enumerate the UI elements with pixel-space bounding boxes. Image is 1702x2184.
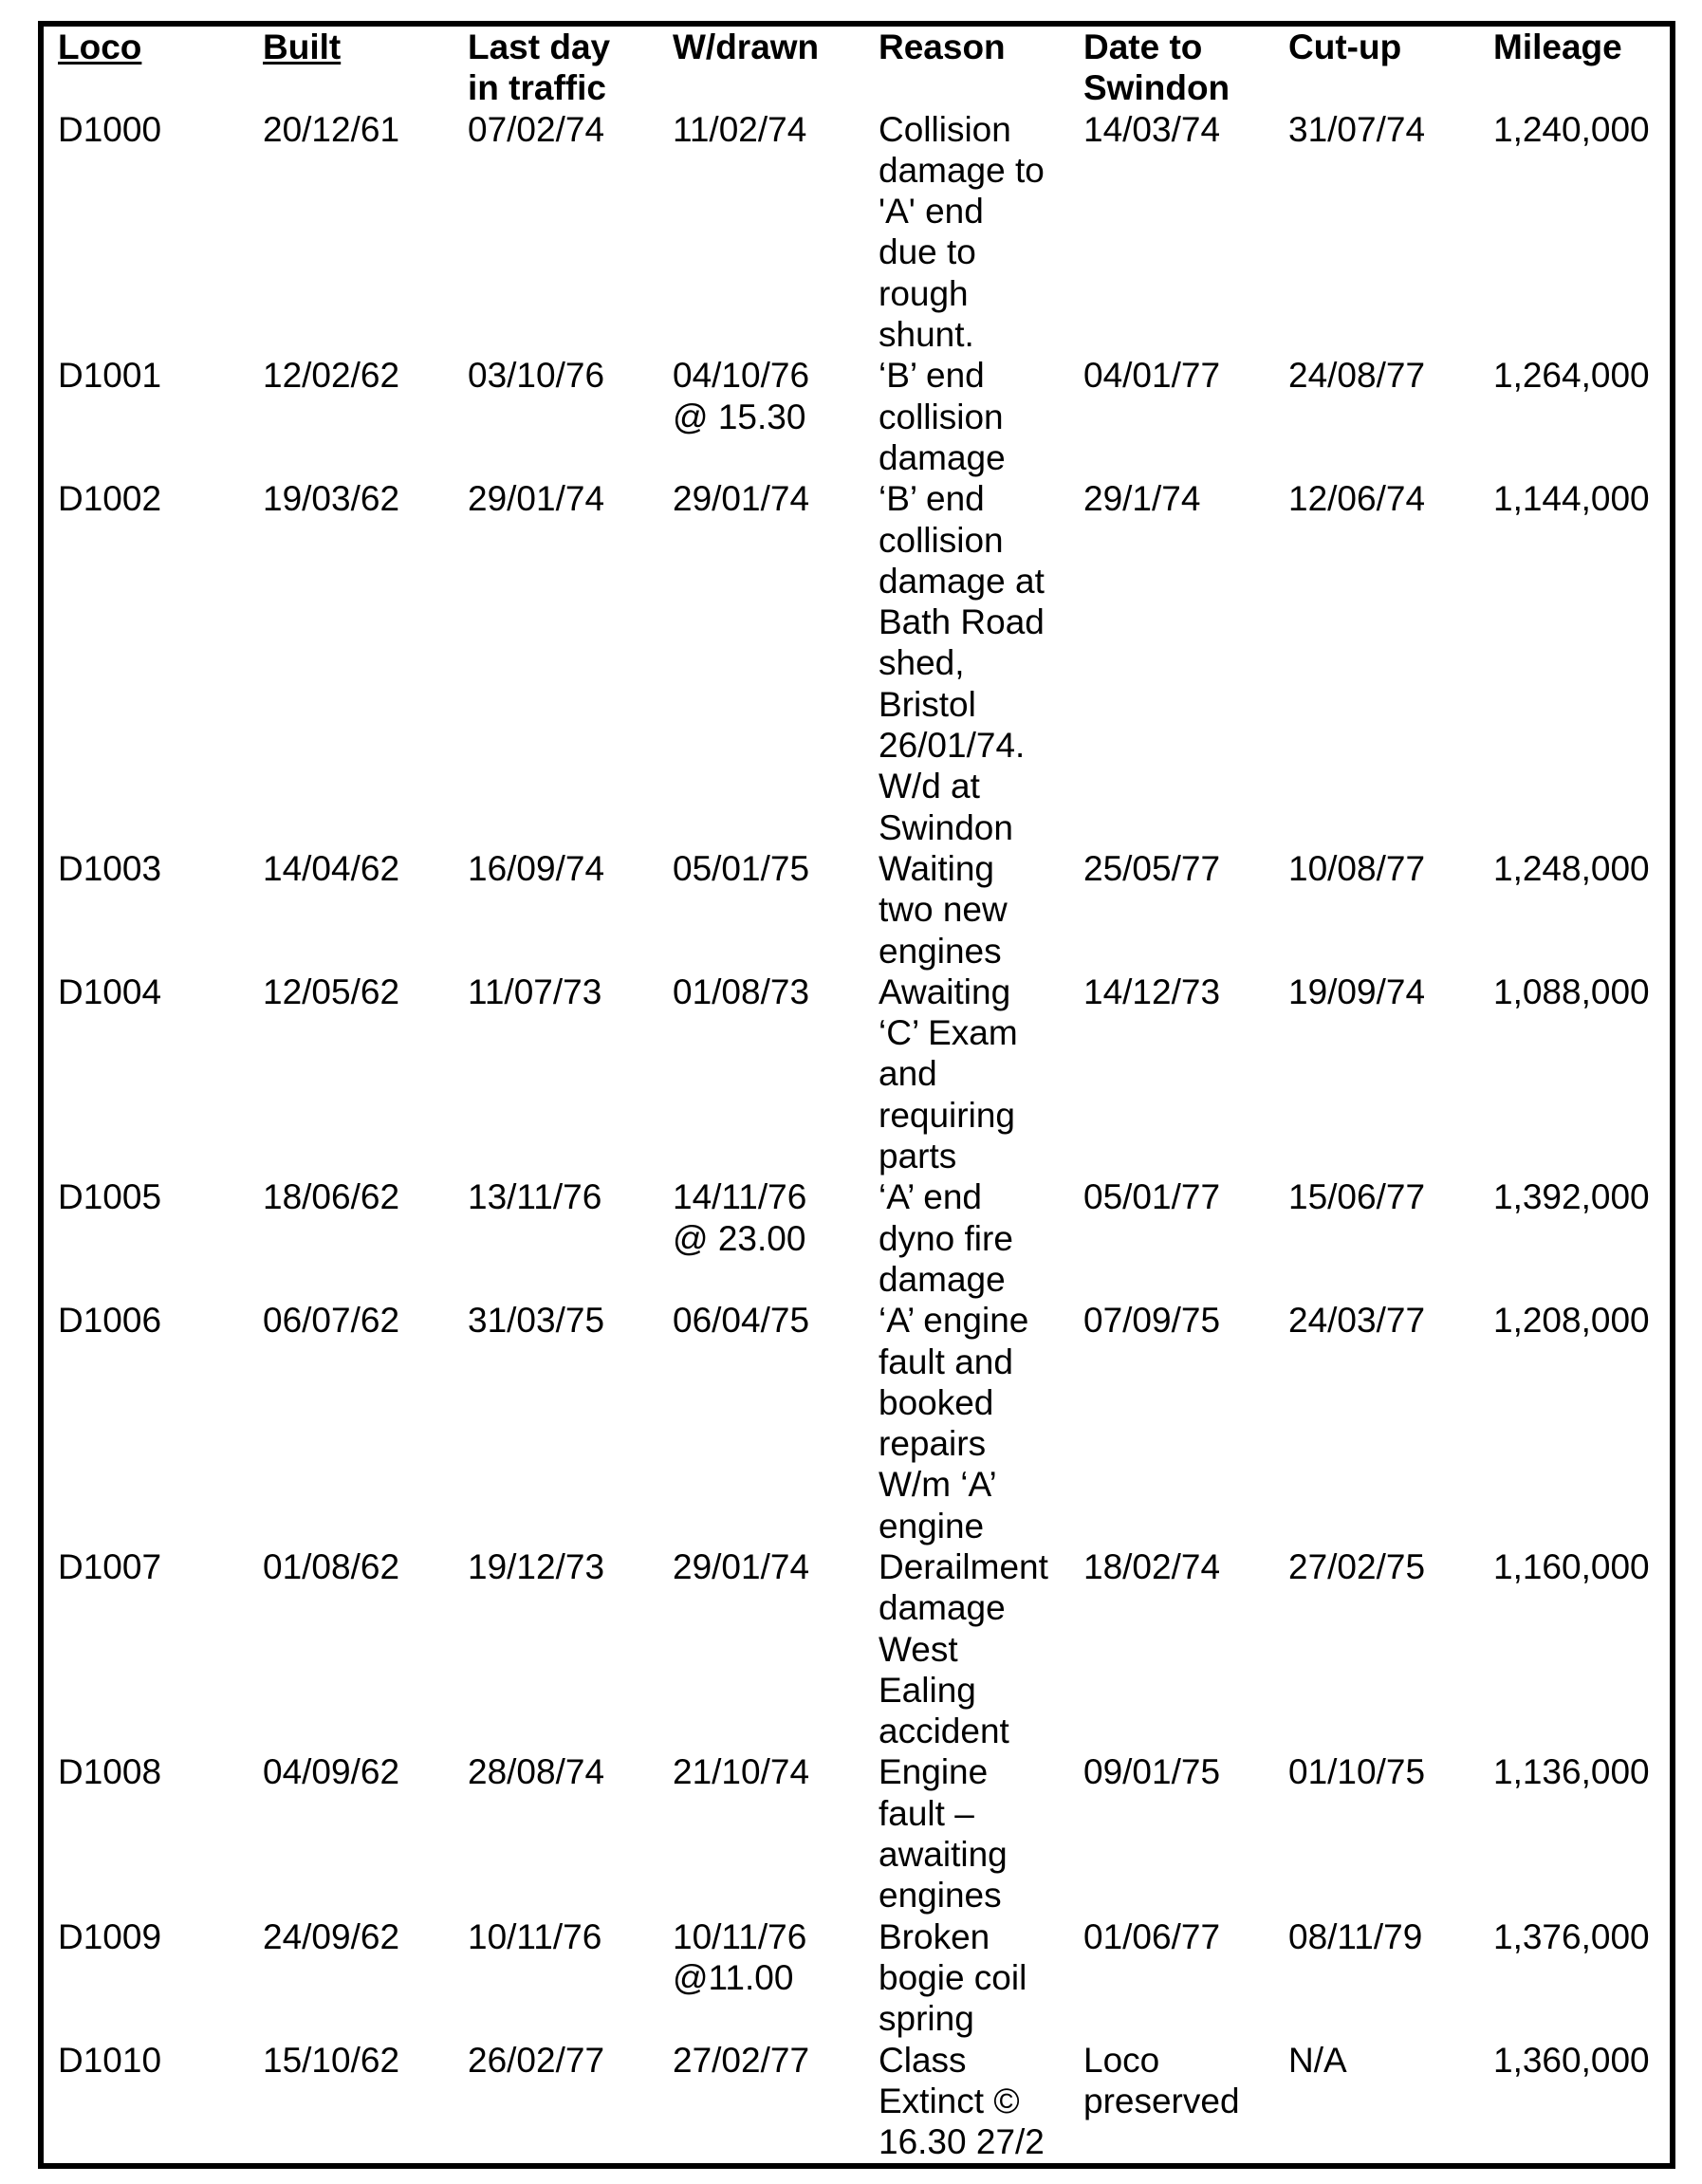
cell-reason: Derailment damage West Ealing accident [879, 1546, 1048, 1751]
cell-mileage: 1,144,000 [1493, 479, 1650, 519]
cell-loco: D1009 [58, 1916, 162, 1956]
cell-reason: ‘A’ engine fault and booked repairs W/m ‘A’ engine [879, 1301, 1029, 1545]
header-loco: Loco [58, 28, 142, 66]
cell-loco: D1006 [58, 1301, 162, 1341]
cell-date-to-swindon: 14/12/73 [1083, 972, 1221, 1011]
cell-built: 14/04/62 [263, 848, 400, 888]
cell-reason: ‘B’ end collision damage [879, 356, 1006, 477]
cell-withdrawn: 05/01/75 [673, 848, 810, 888]
cell-withdrawn: 21/10/74 [673, 1752, 810, 1792]
cell-loco: D1000 [58, 109, 162, 149]
table-row [52, 1916, 1665, 2040]
cell-last-day: 28/08/74 [468, 1752, 605, 1792]
cell-last-day: 29/01/74 [468, 479, 605, 519]
cell-date-to-swindon: 04/01/77 [1083, 356, 1221, 396]
cell-reason: Class Extinct © 16.30 27/2 [879, 2040, 1045, 2162]
table-row [52, 2040, 1665, 2163]
cell-last-day: 10/11/76 [468, 1916, 602, 1956]
cell-cut-up: 27/02/75 [1288, 1546, 1426, 1586]
table-row [52, 355, 1665, 478]
cell-reason: Engine fault – awaiting engines [879, 1752, 1008, 1916]
cell-last-day: 11/07/73 [468, 972, 602, 1011]
cell-last-day: 19/12/73 [468, 1546, 605, 1586]
cell-built: 12/02/62 [263, 356, 400, 396]
cell-cut-up: 15/06/77 [1288, 1177, 1426, 1217]
cell-reason: Awaiting ‘C’ Exam and requiring parts [879, 972, 1018, 1176]
cell-loco: D1003 [58, 848, 162, 888]
cell-cut-up: 08/11/79 [1288, 1916, 1423, 1956]
cell-built: 18/06/62 [263, 1177, 400, 1217]
cell-date-to-swindon: 01/06/77 [1083, 1916, 1221, 1956]
cell-built: 19/03/62 [263, 479, 400, 519]
cell-cut-up: 10/08/77 [1288, 848, 1426, 888]
cell-reason: ‘B’ end collision damage at Bath Road shed, Bristol 26/01/74. W/d at Swindon [879, 479, 1045, 847]
cell-date-to-swindon: 25/05/77 [1083, 848, 1221, 888]
cell-cut-up: 12/06/74 [1288, 479, 1426, 519]
table-row [52, 1751, 1665, 1916]
table-row [52, 478, 1665, 848]
cell-built: 15/10/62 [263, 2040, 400, 2080]
cell-last-day: 16/09/74 [468, 848, 605, 888]
cell-mileage: 1,392,000 [1493, 1177, 1650, 1217]
locomotive-withdrawal-table [52, 27, 1665, 2162]
cell-built: 01/08/62 [263, 1546, 400, 1586]
table-row [52, 1300, 1665, 1546]
cell-withdrawn: 27/02/77 [673, 2040, 810, 2080]
cell-last-day: 07/02/74 [468, 109, 605, 149]
cell-cut-up: N/A [1288, 2040, 1347, 2080]
cell-cut-up: 24/08/77 [1288, 356, 1426, 396]
table-row [52, 1546, 1665, 1751]
cell-cut-up: 01/10/75 [1288, 1752, 1426, 1792]
cell-date-to-swindon: 09/01/75 [1083, 1752, 1221, 1792]
cell-cut-up: 19/09/74 [1288, 972, 1426, 1011]
cell-last-day: 13/11/76 [468, 1177, 602, 1217]
cell-built: 20/12/61 [263, 109, 400, 149]
table-row [52, 972, 1665, 1176]
cell-withdrawn: 04/10/76 @ 15.30 [673, 356, 810, 436]
cell-last-day: 26/02/77 [468, 2040, 605, 2080]
cell-withdrawn: 29/01/74 [673, 479, 810, 519]
cell-built: 06/07/62 [263, 1301, 400, 1341]
cell-mileage: 1,376,000 [1493, 1916, 1650, 1956]
cell-loco: D1001 [58, 356, 162, 396]
header-last-day-in-traffic: Last day in traffic [468, 28, 611, 108]
cell-mileage: 1,248,000 [1493, 848, 1650, 888]
header-built: Built [263, 28, 342, 66]
cell-mileage: 1,088,000 [1493, 972, 1650, 1011]
cell-built: 12/05/62 [263, 972, 400, 1011]
cell-reason: Waiting two new engines [879, 848, 1008, 971]
cell-date-to-swindon: 05/01/77 [1083, 1177, 1221, 1217]
cell-withdrawn: 06/04/75 [673, 1301, 810, 1341]
cell-mileage: 1,360,000 [1493, 2040, 1650, 2080]
table-row [52, 109, 1665, 356]
cell-withdrawn: 01/08/73 [673, 972, 810, 1011]
cell-date-to-swindon: 29/1/74 [1083, 479, 1201, 519]
cell-mileage: 1,264,000 [1493, 356, 1650, 396]
cell-withdrawn: 14/11/76 @ 23.00 [673, 1177, 807, 1258]
table-row [52, 1176, 1665, 1300]
cell-loco: D1007 [58, 1546, 162, 1586]
header-row [52, 27, 1665, 109]
cell-date-to-swindon: Loco preserved [1083, 2040, 1240, 2120]
cell-reason: Broken bogie coil spring [879, 1916, 1027, 2039]
cell-cut-up: 24/03/77 [1288, 1301, 1426, 1341]
cell-loco: D1010 [58, 2040, 162, 2080]
cell-loco: D1004 [58, 972, 162, 1011]
cell-reason: ‘A’ end dyno fire damage [879, 1177, 1013, 1299]
cell-mileage: 1,160,000 [1493, 1546, 1650, 1586]
table-row [52, 848, 1665, 972]
header-cut-up: Cut-up [1288, 28, 1402, 66]
header-reason: Reason [879, 28, 1006, 66]
cell-built: 04/09/62 [263, 1752, 400, 1792]
cell-loco: D1005 [58, 1177, 162, 1217]
header-date-to-swindon: Date to Swindon [1083, 28, 1230, 108]
header-withdrawn: W/drawn [673, 28, 820, 66]
cell-built: 24/09/62 [263, 1916, 400, 1956]
cell-reason: Collision damage to 'A' end due to rough shunt. [879, 109, 1045, 355]
cell-cut-up: 31/07/74 [1288, 109, 1426, 149]
cell-withdrawn: 11/02/74 [673, 109, 807, 149]
cell-date-to-swindon: 07/09/75 [1083, 1301, 1221, 1341]
cell-mileage: 1,208,000 [1493, 1301, 1650, 1341]
cell-last-day: 31/03/75 [468, 1301, 605, 1341]
cell-mileage: 1,240,000 [1493, 109, 1650, 149]
cell-loco: D1002 [58, 479, 162, 519]
cell-last-day: 03/10/76 [468, 356, 605, 396]
header-mileage: Mileage [1493, 28, 1622, 66]
cell-date-to-swindon: 14/03/74 [1083, 109, 1221, 149]
cell-withdrawn: 10/11/76 @11.00 [673, 1916, 807, 1997]
cell-mileage: 1,136,000 [1493, 1752, 1650, 1792]
cell-date-to-swindon: 18/02/74 [1083, 1546, 1221, 1586]
cell-withdrawn: 29/01/74 [673, 1546, 810, 1586]
cell-loco: D1008 [58, 1752, 162, 1792]
